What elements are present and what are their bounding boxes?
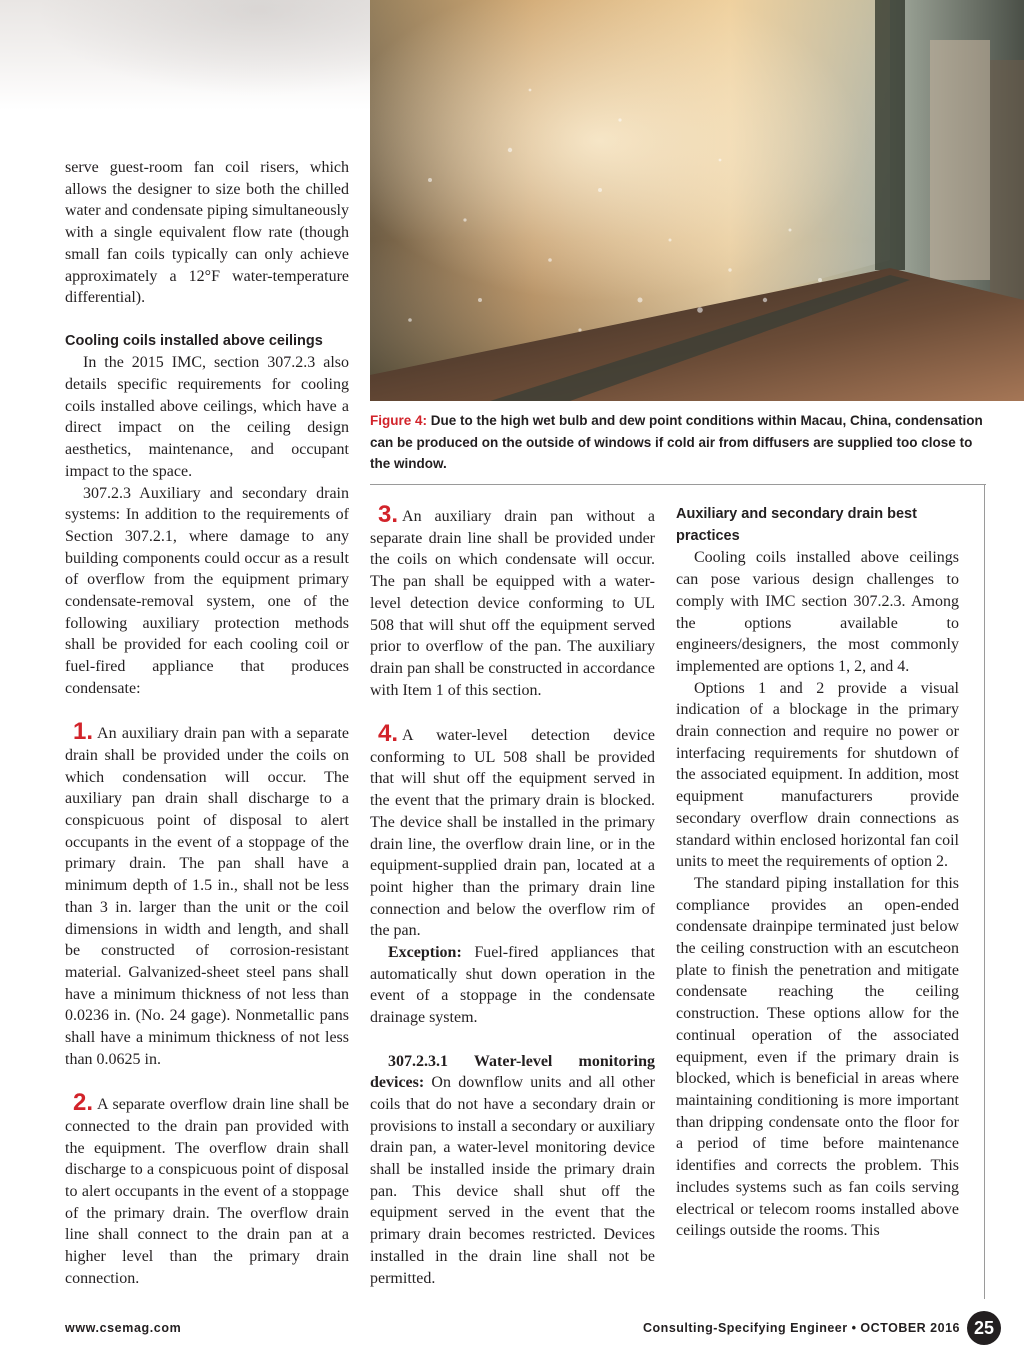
page-number: 25	[967, 1311, 1001, 1345]
list-item-1	[65, 718, 349, 1070]
best-practices-paragraph-2: Options 1 and 2 provide a visual indication of a blockage in the primary drain connection and require no power or interfacing requirements for shutdown of the associated equipment. In addition, most equipment manufacturers provide secondary overflow drain connections as standard within enclosed horizontal fan coil units to meet the requirements of option 2.	[676, 679, 959, 871]
section-307231-label: 307.2.3.1 Water-level monitoring devices:	[370, 1052, 655, 1092]
exception-paragraph	[370, 942, 655, 1029]
item-3-text: An auxiliary drain pan without a separate drain line shall be provided under the coils on which condensate will occur. The pan shall be equipped with a water-level detection device conforming to UL 508 that will shut off the equipment served prior to overflow of the pan. The auxiliary drain pan shall be constructed in accordance with Item 1 of this section.	[370, 508, 655, 699]
section-307-paragraph: 307.2.3 Auxiliary and secondary drain systems: In addition to the requirements of Section 307.2.1, where damage to any building components could occur as a result of overflow from the equipment primary condensate-removal system, one of the following auxiliary protection methods shall be provided for each cooling coil or fuel-fired appliance that produces condensate:	[65, 484, 349, 697]
list-item-2	[65, 1089, 349, 1289]
top-fade-image	[0, 0, 370, 110]
list-item-3	[370, 501, 655, 701]
figure-4-photo	[370, 0, 1024, 401]
item-number-3: 3.	[378, 501, 399, 528]
intro-paragraph: serve guest-room fan coil risers, which allows the designer to size both the chilled water and condensate piping simultaneously with a single equivalent flow rate (though small fan coils typically can only achieve approximately a 12°F water-temperature differential).	[65, 159, 349, 307]
column-2	[370, 501, 655, 1289]
footer-url[interactable]: www.csemag.com	[65, 1321, 182, 1335]
section-307231-paragraph	[370, 1051, 655, 1290]
figure-label: Figure 4:	[370, 413, 428, 428]
figure-caption-text: Due to the high wet bulb and dew point conditions within Macau, China, condensation can be produced on the outside of windows if cold air from diffusers are supplied too close to the window.	[370, 413, 983, 471]
exception-text: Fuel-fired appliances that automatically shut down operation in the event of a stoppage in the condensate drainage system.	[370, 944, 655, 1027]
column-divider	[984, 484, 985, 1299]
list-item-4	[370, 720, 655, 942]
subhead-best-practices: Auxiliary and secondary drain best practices	[676, 506, 917, 544]
item-number-2: 2.	[73, 1089, 94, 1117]
column-1	[65, 157, 349, 1290]
item-4-text: A water-level detection device conforming to UL 508 shall be provided that will shut off the equipment served in the event that the primary drain is blocked. The device shall be installed in the primary drain line, the overflow drain line, or in the equipment-supplied drain pan, located at a point higher than the primary drain line connection and below the overflow rim of the pan.	[370, 727, 655, 940]
column-3	[676, 504, 959, 1242]
subhead-cooling-coils: Cooling coils installed above ceilings	[65, 332, 323, 349]
figure-caption	[370, 410, 990, 475]
item-2-text: A separate overflow drain line shall be connected to the drain pan provided with the equipment. The overflow drain shall discharge to a conspicuous point of disposal to alert occupants in the event of a stoppage of the primary drain. The overflow drain line shall connect to the drain pan at a higher level than the primary drain connection.	[65, 1096, 349, 1287]
imc-paragraph: In the 2015 IMC, section 307.2.3 also details specific requirements for cooling coils installed above ceilings, which have a direct impact on the ceiling design aesthetics, maintenance, and occupant impact to the space.	[65, 354, 349, 480]
best-practices-paragraph-1: Cooling coils installed above ceilings can pose various design challenges to comply with IMC section 307.2.3. Among the options available to engineers/designers, the most commonly implemented are options 1, 2, and 4.	[676, 549, 959, 675]
item-number-1: 1.	[73, 718, 94, 746]
section-307231-text: On downflow units and all other coils that do not have a secondary drain or provisions to install a secondary or auxiliary drain pan, a water-level monitoring device shall be installed inside the primary drain pan. This device shall shut off the equipment served in the event that the primary drain becomes restricted. Devices installed in the drain line shall not be permitted.	[370, 1074, 655, 1287]
item-1-text: An auxiliary drain pan with a separate drain shall be provided under the coils on which condensation will occur. The auxiliary pan drain shall discharge to a conspicuous point of disposal to alert occupants in the event of a stoppage of the primary drain. The pan shall have a minimum depth of 1.5 in., shall not be less than 3 in. larger than the unit or the coil dimensions in width and length, and shall be constructed of corrosion-resistant material. Galvanized-sheet steel pans shall have a minimum thickness of not less than 0.0236 in. (No. 24 gage). Nonmetallic pans shall have a minimum thickness of not less than 0.0625 in.	[65, 725, 349, 1068]
item-number-4: 4.	[378, 720, 399, 748]
exception-label: Exception:	[388, 944, 462, 962]
footer-publication: Consulting-Specifying Engineer • OCTOBER 2016	[643, 1321, 960, 1335]
best-practices-paragraph-3: The standard piping installation for this compliance provides an open-ended condensate drainpipe terminated just below the ceiling construction with an escutcheon plate to finish the penetration and mitigate condensate reaching the ceiling construction. These options allow for the continual operation of the associated equipment, even if the primary drain is blocked, which is beneficial in areas where maintaining conditioning is more important than dripping condensate onto the floor for a period of time before maintenance identifies and corrects the problem. This includes systems such as fan coils serving electrical or telecom rooms installed above ceilings outside the rooms. This	[676, 874, 959, 1240]
caption-divider	[370, 484, 986, 485]
